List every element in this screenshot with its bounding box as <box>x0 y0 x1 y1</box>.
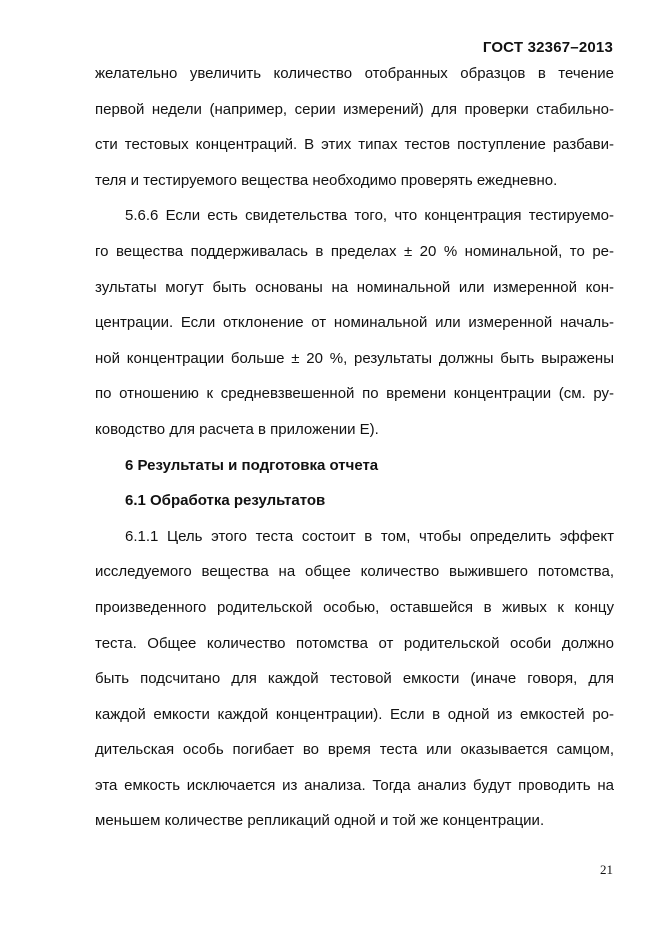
text-line: теля и тестируемого вещества необходимо проверять ежедневно. <box>95 171 558 189</box>
text-line: ной концентрации больше ± 20 %, результаты должны быть выражены <box>95 349 614 367</box>
text-line: желательно увеличить количество отобранных образцов в течение <box>95 65 614 82</box>
subsection-heading: 6.1 Обработка результатов <box>125 492 326 510</box>
paragraph-continuation <box>95 60 614 202</box>
paragraph-5-6-6 <box>95 202 614 451</box>
text-line: исследуемого вещества на общее количество выжившего потомства, <box>95 563 614 581</box>
body-text <box>95 60 614 843</box>
text-line: по отношению к средневзвешенной по времени концентрации (см. ру- <box>95 385 614 403</box>
text-line: произведенного родительской особью, оставшейся в живых к концу <box>95 598 614 616</box>
text-line: теста. Общее количество потомства от родительской особи должно <box>95 634 614 652</box>
text-line: каждой емкости каждой концентрации). Если в одной из емкостей ро- <box>95 705 614 723</box>
text-line: эта емкость исключается из анализа. Тогда анализ будут проводить на <box>95 776 614 794</box>
text-line: первой недели (например, серии измерений) для проверки стабильно- <box>95 100 614 118</box>
text-line: 6.1.1 Цель этого теста состоит в том, чтобы определить эффект <box>125 527 614 545</box>
text-line: меньшем количестве репликаций одной и той же концентрации. <box>95 812 545 830</box>
text-line: го вещества поддерживалась в пределах ± 20 % номинальной, то ре- <box>95 242 614 260</box>
text-line: зультаты могут быть основаны на номинальной или измеренной кон- <box>95 278 614 296</box>
text-line: дительская особь погибает во время теста или оказывается самцом, <box>95 741 614 759</box>
text-line: 5.6.6 Если есть свидетельства того, что концентрация тестируемо- <box>125 207 614 225</box>
text-line: центрации. Если отклонение от номинальной или измеренной началь- <box>95 314 614 332</box>
text-line: ководство для расчета в приложении Е). <box>95 420 379 438</box>
section-heading: 6 Результаты и подготовка отчета <box>125 456 379 474</box>
text-line: сти тестовых концентраций. В этих типах тестов поступление разбави- <box>95 136 614 154</box>
paragraph-6-1-1 <box>95 523 614 843</box>
text-line: быть подсчитано для каждой тестовой емкости (иначе говоря, для <box>95 670 614 688</box>
standard-number-header: ГОСТ 32367–2013 <box>482 39 613 56</box>
page-number: 21 <box>600 862 613 877</box>
